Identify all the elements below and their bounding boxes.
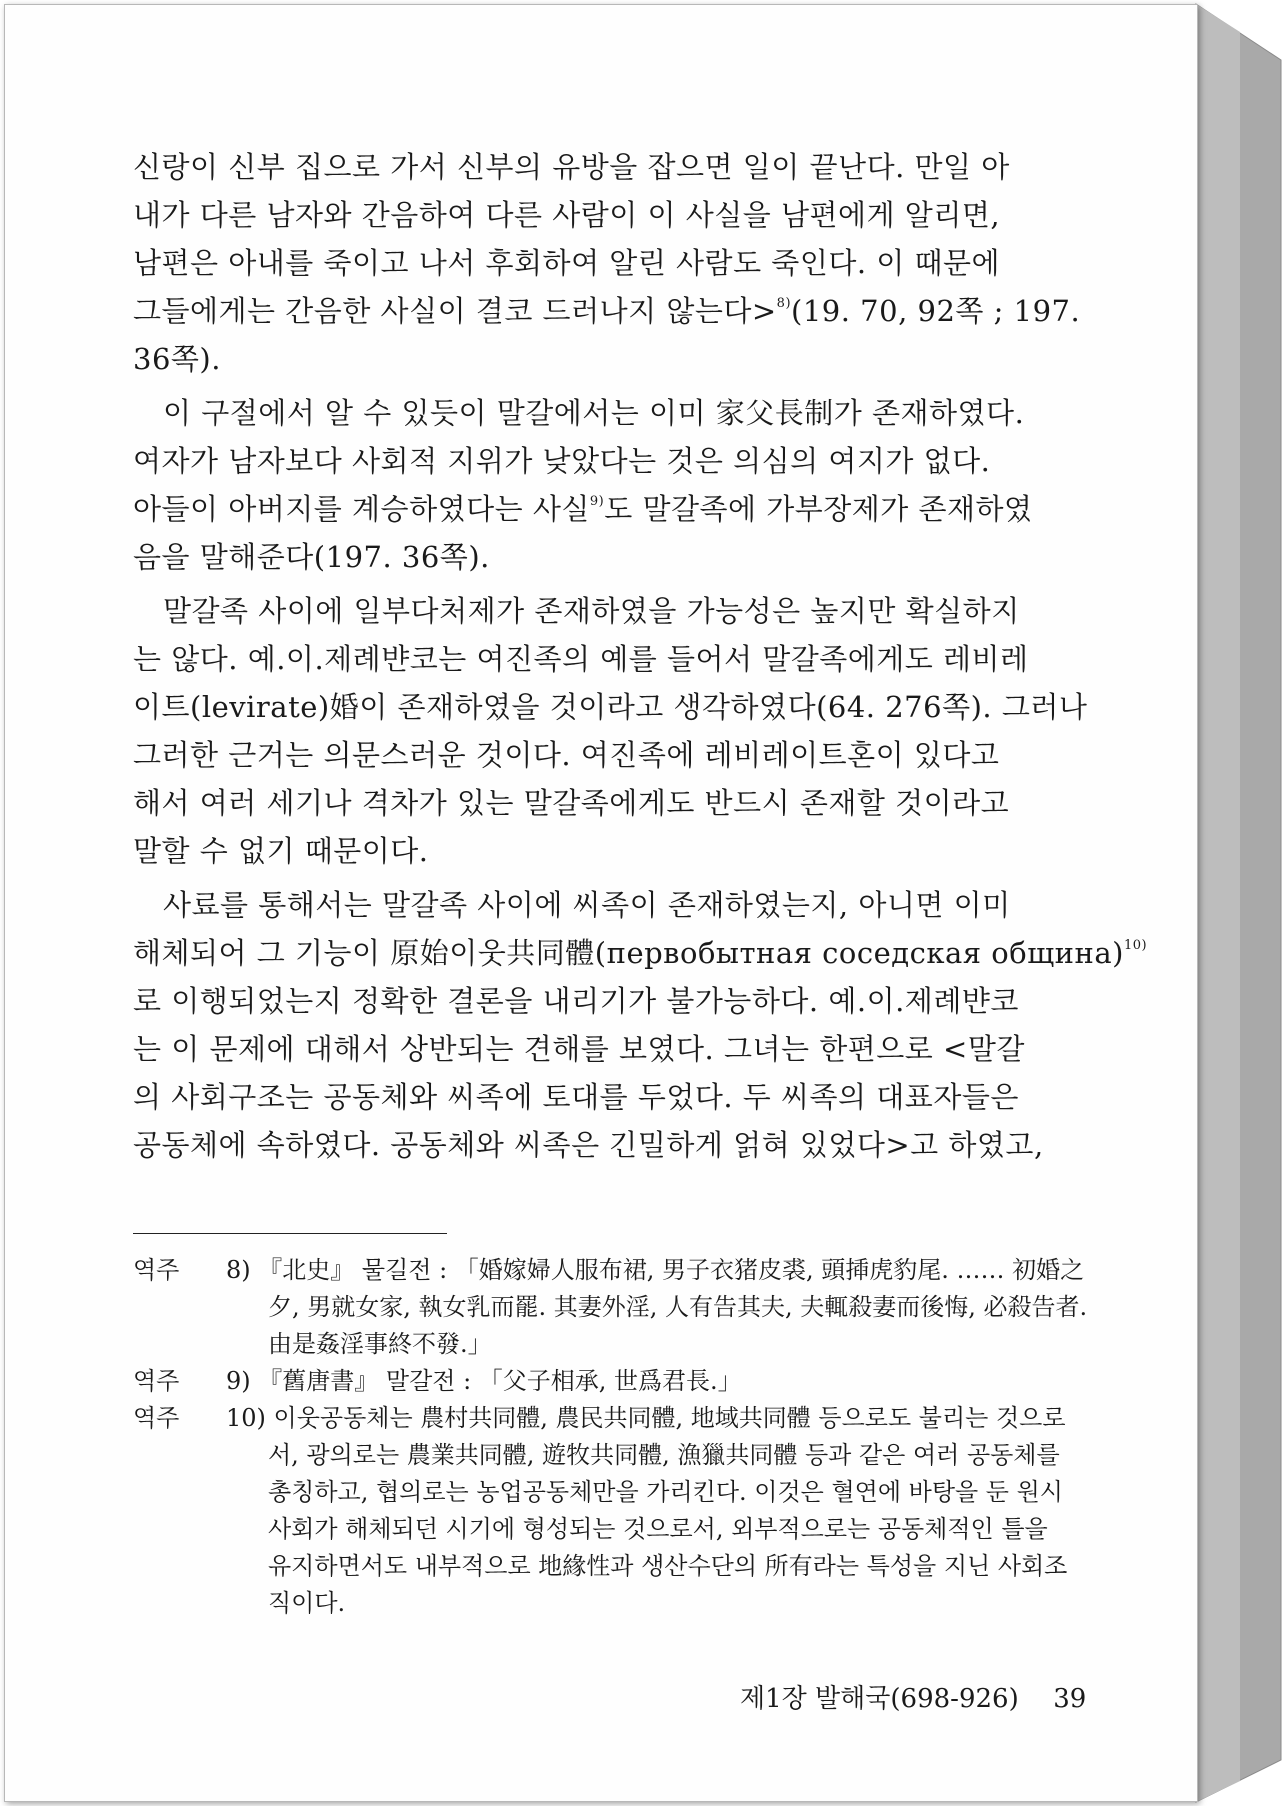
note-line: 9) 『舊唐書』 말갈전 : 「父子相承, 世爲君長.」 [226,1367,742,1395]
body-line-text: 로 이행되었는지 정확한 결론을 내리기가 불가능하다. 예.이.제례뱐코 [133,984,1019,1018]
footnote-ref: 10) [1123,938,1148,953]
body-line-text: 남편은 아내를 죽이고 나서 후회하여 알린 사람도 죽인다. 이 때문에 [133,246,1001,280]
note-label: 역주 [133,1404,180,1432]
body-line [133,533,1063,581]
body-line-text: 의 사회구조는 공동체와 씨족에 토대를 두었다. 두 씨족의 대표자들은 [133,1080,1019,1114]
chapter-title: 제1장 발해국(698-926) [740,1684,1019,1714]
body-line-text: 아들이 아버지를 계승하였다는 사실 [133,492,590,526]
body-line-text: 내가 다른 남자와 간음하여 다른 사람이 이 사실을 남편에게 알리면, [133,198,1001,232]
body-line-text: 사료를 통해서는 말갈족 사이에 씨족이 존재하였는지, 아니면 이미 [163,888,1011,922]
translator-note [133,1363,1068,1400]
body-line-text: 말갈족 사이에 일부다처제가 존재하였을 가능성은 높지만 확실하지 [163,594,1020,628]
body-line [133,683,1088,731]
note-body [226,1400,1068,1622]
note-label: 역주 [133,1256,180,1284]
body-line [133,779,1063,827]
body-line-text: 36쪽). [133,342,221,376]
body-line [133,635,1063,683]
note-line: 夕, 男就女家, 執女乳而罷. 其妻外淫, 人有告其夫, 夫輒殺妻而後悔, 必殺告者. [268,1293,1088,1321]
translator-notes [133,1252,1088,1622]
body-line [133,1121,1063,1169]
body-line-text: 이트(levirate)婚이 존재하였을 것이라고 생각하였다(64. 276쪽). 그러나 [133,690,1088,724]
body-line-text: 이 구절에서 알 수 있듯이 말갈에서는 이미 家父長制가 존재하였다. [163,396,1025,430]
body-line-text: 그들에게는 간음한 사실이 결코 드러나지 않는다> [133,294,777,328]
translator-note [133,1252,1088,1363]
body-line [133,731,1063,779]
body-line-text: 는 이 문제에 대해서 상반되는 견해를 보였다. 그녀는 한편으로 <말갈 [133,1032,1025,1066]
body-line [133,587,1063,635]
body-line [133,1073,1063,1121]
body-line-tail: 도 말갈족에 가부장제가 존재하였 [604,492,1033,526]
body-line [133,191,1063,239]
note-line: 사회가 해체되던 시기에 형성되는 것으로서, 외부적으로는 공동체적인 틀을 [268,1515,1048,1543]
body-line [133,287,1081,335]
note-body [226,1252,1088,1363]
note-line: 유지하면서도 내부적으로 地緣性과 생산수단의 所有라는 특성을 지닌 사회조 [268,1552,1068,1580]
note-line: 총칭하고, 협의로는 농업공동체만을 가리킨다. 이것은 혈연에 바탕을 둔 원시 [268,1478,1063,1506]
page-footer [740,1678,1087,1715]
body-line-text: 음을 말해준다(197. 36쪽). [133,540,490,574]
body-line-text: 해체되어 그 기능이 原始이웃共同體(первобытная соседская община) [133,936,1124,970]
body-line [133,143,1063,191]
note-line: 8) 『北史』 물길전 : 「婚嫁婦人服布裙, 男子衣猪皮裘, 頭揷虎豹尾. …… 初婚之 [226,1256,1085,1284]
body-line [133,827,1063,875]
page-number: 39 [1053,1684,1087,1714]
body-line-text: 그러한 근거는 의문스러운 것이다. 여진족에 레비레이트혼이 있다고 [133,738,1000,772]
note-line: 10) 이웃공동체는 農村共同體, 農民共同體, 地域共同體 등으로도 불리는 것으로 [226,1404,1066,1432]
body-line-text: 신랑이 신부 집으로 가서 신부의 유방을 잡으면 일이 끝난다. 만일 아 [133,150,1010,184]
body-line [133,977,1063,1025]
body-line [133,1025,1063,1073]
body-line [133,485,1063,533]
body-line [133,239,1063,287]
body-line [133,929,1148,977]
translator-note [133,1400,1068,1622]
note-label: 역주 [133,1367,180,1395]
body-line [133,335,1063,383]
body-line-text: 는 않다. 예.이.제례뱐코는 여진족의 예를 들어서 말갈족에게도 레비레 [133,642,1029,676]
footnote-ref: 9) [589,494,605,509]
body-line-tail: (19. 70, 92쪽 ; 197. [791,294,1081,328]
footnote-ref: 8) [776,296,792,311]
note-line: 서, 광의로는 農業共同體, 遊牧共同體, 漁獵共同體 등과 같은 여러 공동체를 [268,1441,1060,1469]
note-body [226,1363,1068,1400]
note-line: 직이다. [268,1589,346,1617]
body-line [133,389,1063,437]
body-line [133,437,1063,485]
note-line: 由是姦淫事終不發.」 [268,1330,492,1358]
body-line-text: 말할 수 없기 때문이다. [133,834,429,868]
body-line [133,881,1063,929]
main-body-text [133,143,1148,1169]
body-line-text: 여자가 남자보다 사회적 지위가 낮았다는 것은 의심의 여지가 없다. [133,444,991,478]
footnote-divider [133,1233,447,1234]
body-line-text: 공동체에 속하였다. 공동체와 씨족은 긴밀하게 얽혀 있었다>고 하였고, [133,1128,1044,1162]
body-line-text: 해서 여러 세기나 격차가 있는 말갈족에게도 반드시 존재할 것이라고 [133,786,1010,820]
